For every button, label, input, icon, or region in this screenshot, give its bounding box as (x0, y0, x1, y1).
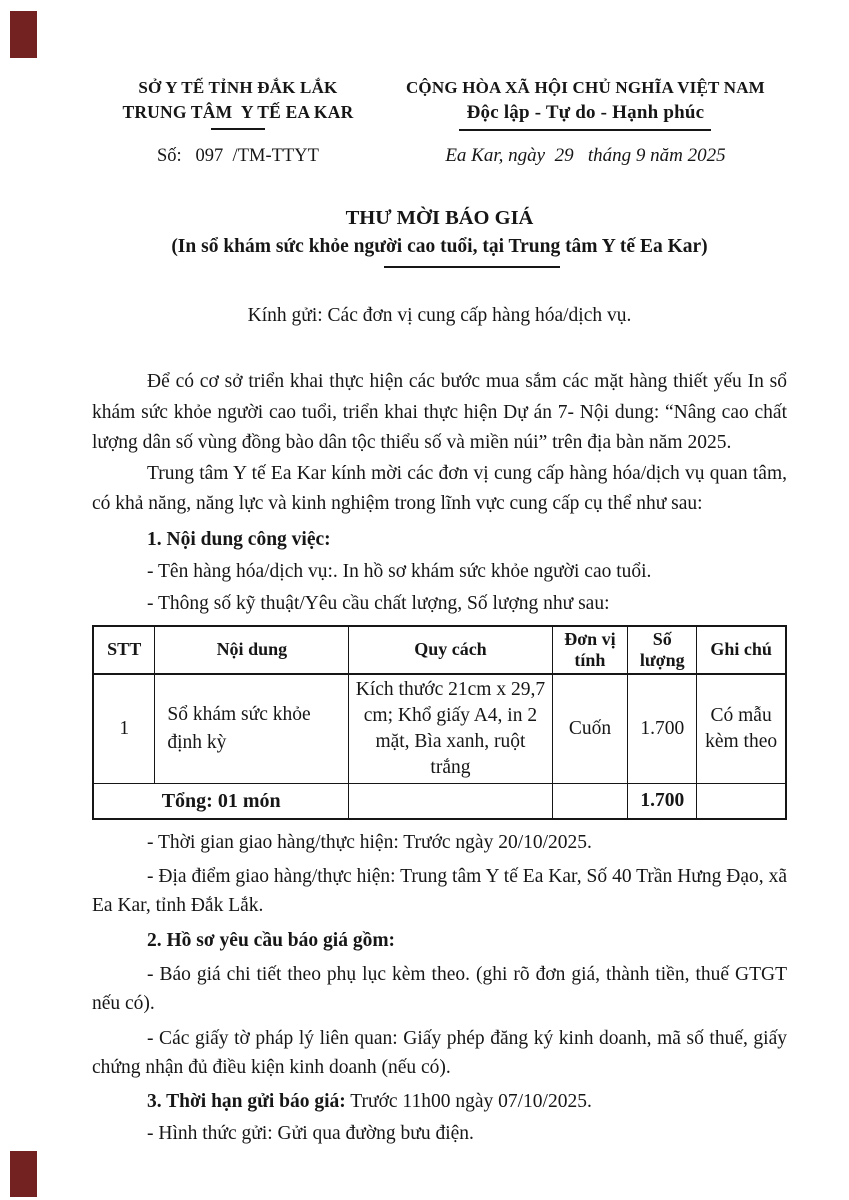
document-content (92, 76, 787, 1147)
col-header-don-vi: Đơn vị tính (552, 626, 628, 674)
quotation-table-header (93, 626, 786, 674)
section-3-heading (92, 1088, 787, 1115)
total-label: Tổng: 01 món (93, 783, 349, 819)
document-title: THƯ MỜI BÁO GIÁ (345, 207, 534, 229)
salutation-line: Kính gửi: Các đơn vị cung cấp hàng hóa/dịch vụ. (247, 305, 632, 326)
org-name: TRUNG TÂM Y TẾ EA KAR (122, 102, 354, 122)
total-don-vi-empty (552, 783, 628, 819)
table-row (93, 674, 786, 784)
national-title: CỘNG HÒA XÃ HỘI CHỦ NGHĨA VIỆT NAM (405, 78, 765, 97)
section-3-deadline: Trước 11h00 ngày 07/10/2025. (345, 1090, 592, 1112)
section-2-item-legal-docs: - Các giấy tờ pháp lý liên quan: Giấy phép đăng ký kinh doanh, mã số thuế, giấy chứng nhận đủ điều kiện kinh doanh (nếu có). (92, 1027, 787, 1078)
issuing-org-block (92, 76, 384, 169)
title-underline (384, 266, 560, 268)
section-1-item-goods-name: - Tên hàng hóa/dịch vụ:. In hồ sơ khám sức khỏe người cao tuổi. (147, 560, 652, 582)
section-1-item-specs: - Thông số kỹ thuật/Yêu cầu chất lượng, Số lượng như sau: (147, 592, 610, 614)
motto-underline (459, 129, 711, 131)
total-ghi-chu-empty (697, 783, 786, 819)
section-3-item-send-method: - Hình thức gửi: Gửi qua đường bưu điện. (147, 1122, 474, 1144)
place-date-line: Ea Kar, ngày 29 tháng 9 năm 2025 (445, 145, 726, 166)
cell-noi-dung: Sổ khám sức khỏe định kỳ (155, 674, 349, 784)
org-name-underline (211, 128, 265, 130)
parent-org-name: SỞ Y TẾ TỈNH ĐẮK LẮK (138, 78, 338, 97)
col-header-stt: STT (93, 626, 155, 674)
cell-stt: 1 (93, 674, 155, 784)
table-total-row (93, 783, 786, 819)
section-3-label: 3. Thời hạn gửi báo giá: (147, 1090, 346, 1112)
scan-corner-mark-top (10, 11, 37, 58)
document-subtitle: (In sổ khám sức khỏe người cao tuổi, tại Trung tâm Y tế Ea Kar) (171, 236, 708, 257)
national-motto: Độc lập - Tự do - Hạnh phúc (466, 102, 705, 123)
col-header-quy-cach: Quy cách (349, 626, 552, 674)
intro-paragraph: Để có cơ sở triển khai thực hiện các bước mua sắm các mặt hàng thiết yếu In sổ khám sức khỏe người cao tuổi, triển khai thực hiện Dự án 7- Nội dung: “Nâng cao chất lượng dân số vùng đồng bào dân tộc thiểu số và miền núi” trên địa bàn năm 2025. (92, 371, 787, 453)
section-2-item-quote-detail: - Báo giá chi tiết theo phụ lục kèm theo. (ghi rõ đơn giá, thành tiền, thuế GTGT nếu có). (92, 963, 787, 1014)
col-header-noi-dung: Nội dung (155, 626, 349, 674)
scan-corner-mark-bottom (10, 1151, 37, 1197)
cell-don-vi: Cuốn (552, 674, 628, 784)
col-header-so-luong: Số lượng (628, 626, 697, 674)
national-motto-block (384, 76, 787, 169)
document-number: Số: 097 /TM-TTYT (157, 146, 319, 166)
document-header (92, 76, 787, 169)
cell-ghi-chu: Có mẫu kèm theo (697, 674, 786, 784)
delivery-time-line: - Thời gian giao hàng/thực hiện: Trước ngày 20/10/2025. (147, 831, 592, 853)
section-1-heading: 1. Nội dung công việc: (147, 528, 331, 550)
title-block (92, 205, 787, 268)
total-quy-cach-empty (349, 783, 552, 819)
total-quantity: 1.700 (628, 783, 697, 819)
col-header-ghi-chu: Ghi chú (697, 626, 786, 674)
delivery-place-line: - Địa điểm giao hàng/thực hiện: Trung tâm Y tế Ea Kar, Số 40 Trần Hưng Đạo, xã Ea Kar, tỉnh Đắk Lắk. (92, 865, 787, 916)
section-2-heading: 2. Hồ sơ yêu cầu báo giá gồm: (147, 929, 396, 951)
cell-so-luong: 1.700 (628, 674, 697, 784)
cell-quy-cach: Kích thước 21cm x 29,7 cm; Khổ giấy A4, in 2 mặt, Bìa xanh, ruột trắng (349, 674, 552, 784)
invitation-paragraph: Trung tâm Y tế Ea Kar kính mời các đơn vị cung cấp hàng hóa/dịch vụ quan tâm, có khả năng, năng lực và kinh nghiệm trong lĩnh vực cung cấp cụ thể như sau: (92, 462, 787, 514)
quotation-table (92, 625, 787, 820)
